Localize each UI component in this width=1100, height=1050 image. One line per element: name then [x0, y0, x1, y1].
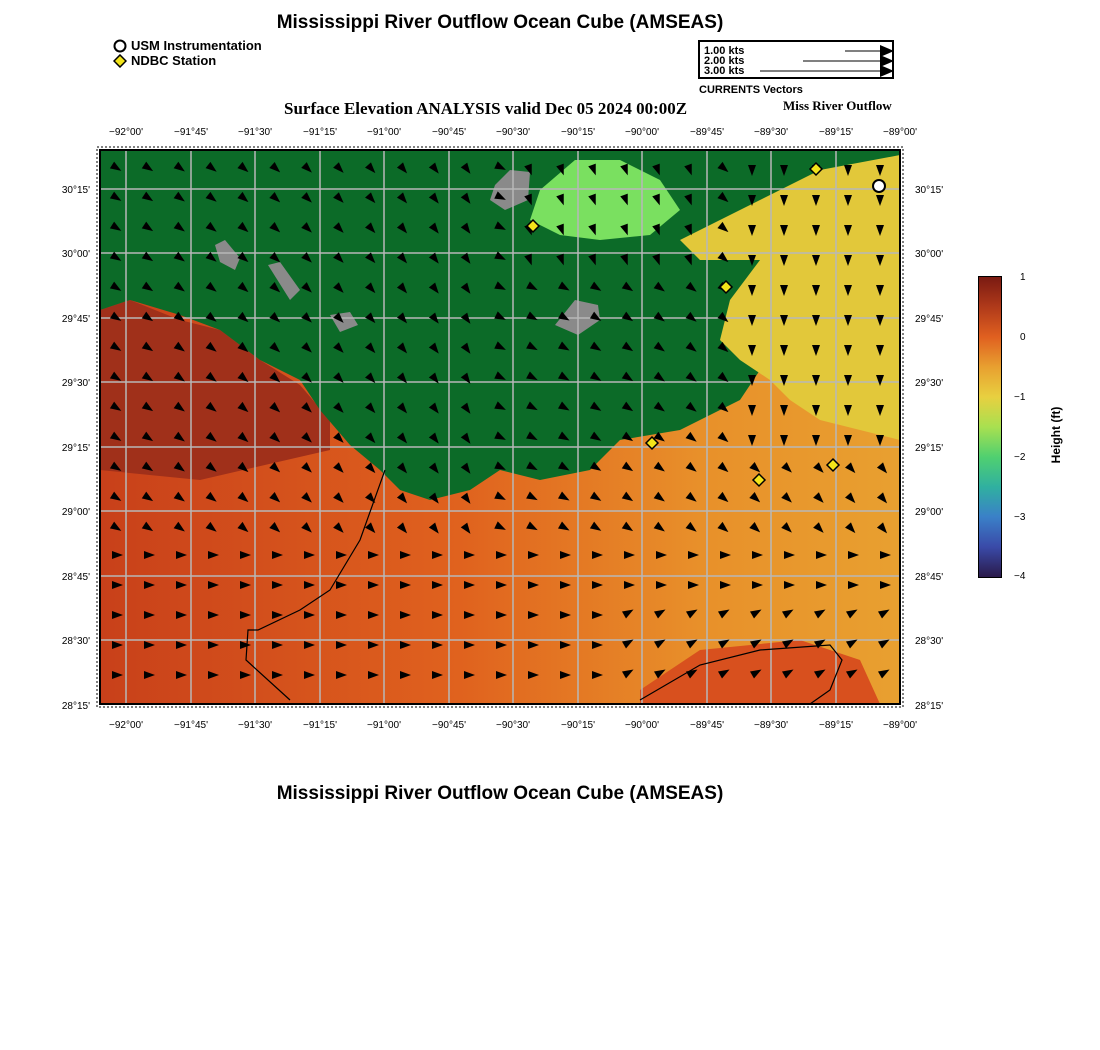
colorbar-tick: 1 — [1020, 272, 1026, 283]
lon-label: −90°45' — [432, 127, 466, 138]
lat-label: 29°45' — [915, 314, 944, 325]
lat-label: 28°45' — [61, 572, 90, 583]
lon-label: −90°45' — [432, 720, 466, 731]
lon-label: −91°30' — [238, 127, 272, 138]
lat-label: 29°00' — [61, 507, 90, 518]
footer-title: Mississippi River Outflow Ocean Cube (AMSEAS) — [276, 783, 724, 804]
lat-label: 30°15' — [915, 185, 944, 196]
colorbar-tick: −3 — [1014, 512, 1026, 523]
lon-label: −91°45' — [174, 720, 208, 731]
lat-label: 30°00' — [61, 249, 90, 260]
lat-label: 28°15' — [915, 701, 944, 712]
lat-label: 29°00' — [915, 507, 944, 518]
lat-label: 28°30' — [61, 636, 90, 647]
lon-label: −90°15' — [561, 720, 595, 731]
lon-label: −90°15' — [561, 127, 595, 138]
lat-label: 29°30' — [915, 378, 944, 389]
lon-label: −89°45' — [690, 720, 724, 731]
map-title: Mississippi River Outflow Ocean Cube (AMSEAS) — [276, 12, 724, 33]
lon-label: −89°15' — [819, 127, 853, 138]
lon-label: −92°00' — [109, 720, 143, 731]
colorbar — [978, 276, 1002, 578]
lon-label: −90°00' — [625, 720, 659, 731]
lon-label: −91°15' — [303, 720, 337, 731]
lat-label: 30°00' — [915, 249, 944, 260]
map-region-label: Miss River Outflow — [783, 98, 892, 113]
colorbar-tick: −4 — [1014, 571, 1026, 582]
lon-label: −90°30' — [496, 720, 530, 731]
lat-label: 28°15' — [61, 701, 90, 712]
lat-label: 29°15' — [915, 443, 944, 454]
lon-label: −89°30' — [754, 127, 788, 138]
lon-label: −90°00' — [625, 127, 659, 138]
lat-label: 30°15' — [61, 185, 90, 196]
lat-label: 29°45' — [61, 314, 90, 325]
lon-label: −90°30' — [496, 127, 530, 138]
colorbar-tick: −1 — [1014, 392, 1026, 403]
lon-label: −89°00' — [883, 127, 917, 138]
lon-label: −91°15' — [303, 127, 337, 138]
colorbar-tick: 0 — [1020, 332, 1026, 343]
vector-key-row-1: 1.00 kts — [704, 45, 745, 57]
map-subtitle: Surface Elevation ANALYSIS valid Dec 05 2024 00:00Z — [284, 99, 688, 118]
lon-label: −89°30' — [754, 720, 788, 731]
lon-label: −91°30' — [238, 720, 272, 731]
lon-label: −89°00' — [883, 720, 917, 731]
lon-label: −91°00' — [367, 127, 401, 138]
vector-key-caption: CURRENTS Vectors — [699, 84, 803, 96]
lon-label: −89°45' — [690, 127, 724, 138]
vector-key-row-2: 2.00 kts — [704, 55, 745, 67]
colorbar-tick: −2 — [1014, 452, 1026, 463]
lon-label: −92°00' — [109, 127, 143, 138]
lat-label: 28°30' — [915, 636, 944, 647]
legend-ndbc-label: NDBC Station — [131, 53, 217, 68]
lon-label: −89°15' — [819, 720, 853, 731]
usm-station-marker — [873, 180, 885, 192]
lon-label: −91°45' — [174, 127, 208, 138]
lat-label: 29°30' — [61, 378, 90, 389]
legend-usm-label: USM Instrumentation — [131, 38, 262, 53]
lat-label: 29°15' — [61, 443, 90, 454]
colorbar-label: Height (ft) — [1049, 406, 1063, 464]
lat-label: 28°45' — [915, 572, 944, 583]
lon-label: −91°00' — [367, 720, 401, 731]
vector-key-row-3: 3.00 kts — [704, 65, 745, 77]
